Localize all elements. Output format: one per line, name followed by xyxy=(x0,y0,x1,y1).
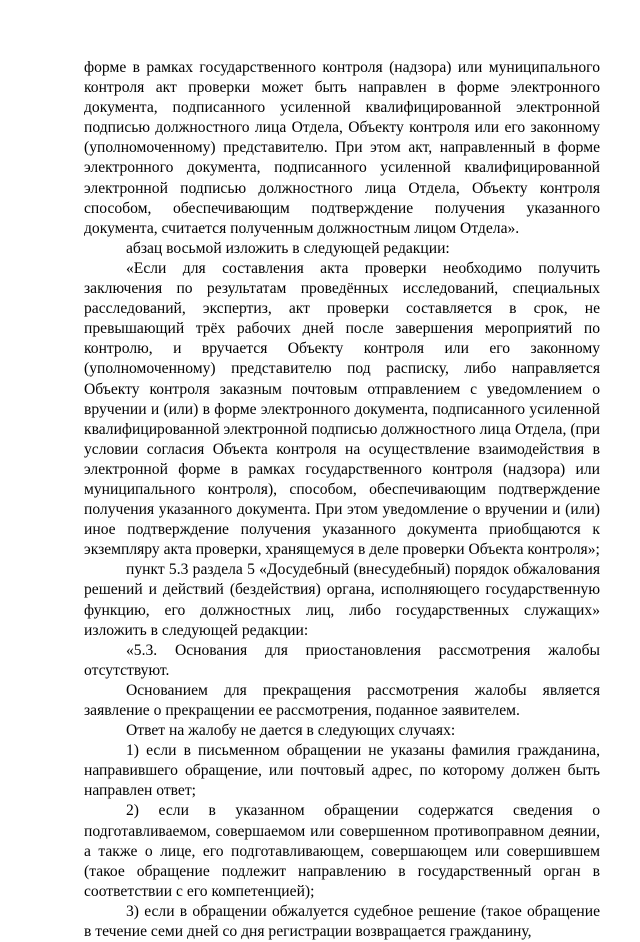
paragraph-clause-5-3: «5.3. Основания для приостановления рассмотрения жалобы отсутствуют. xyxy=(84,641,600,679)
paragraph-amendment-intro: абзац восьмой изложить в следующей редакции: xyxy=(126,239,450,257)
paragraph-clause-5-3-intro: пункт 5.3 раздела 5 «Досудебный (внесудебный) порядок обжалования решений и действий (бездействия) органа, исполняющего государственную функцию, его должностных лиц, либо государственных служащих» изложить в следующей редакции: xyxy=(84,561,600,639)
paragraph-continuation: форме в рамках государственного контроля (надзора) или муниципального контроля акт проверки может быть направлен в форме электронного документа, подписанного усиленной квалифицированной электронной подписью должностного лица Отдела, Объекту контроля или его законному (уполномоченному) представителю. При этом акт, направленный в форме электронного документа, подписанного усиленной квалифицированной электронной подписью должностного лица Отдела, Объекту контроля способом, обеспечивающим подтверждение получения указанного документа, считается полученным должностным лицом Отдела». xyxy=(84,59,600,237)
list-item-case-1: 1) если в письменном обращении не указаны фамилия гражданина, направившего обращение, или почтовый адрес, по которому должен быть направлен ответ; xyxy=(84,742,600,800)
list-item-case-2: 2) если в указанном обращении содержатся сведения о подготавливаемом, совершаемом или совершенном противоправном деянии, а также о лице, его подготавливающем, совершающем или совершившем (такое обращение подлежит направлению в государственный орган в соответствии с его компетенцией); xyxy=(84,802,600,900)
list-item-case-3: 3) если в обращении обжалуется судебное решение (такое обращение в течение семи дней со дня регистрации возвращается гражданину, xyxy=(84,902,600,941)
paragraph-no-answer-cases: Ответ на жалобу не дается в следующих случаях: xyxy=(126,722,456,740)
document-page xyxy=(84,58,600,942)
paragraph-termination-grounds: Основанием для прекращения рассмотрения жалобы является заявление о прекращении ее рассмотрения, поданное заявителем. xyxy=(84,681,600,719)
paragraph-act-of-inspection: «Если для составления акта проверки необходимо получить заключения по результатам проведённых исследований, специальных расследований, экспертиз, акт проверки составляется в срок, не превышающий трёх рабочих дней после завершения мероприятий по контролю, и вручается Объекту контроля или его законному (уполномоченному) представителю под расписку, либо направляется Объекту контроля заказным почтовым отправлением с уведомлением о вручении и (или) в форме электронного документа, подписанного усиленной квалифицированной электронной подписью должностного лица Отдела, (при условии согласия Объекта контроля на осуществление взаимодействия в электронной форме в рамках государственного контроля (надзора) или муниципального контроля), способом, обеспечивающим подтверждение получения указанного документа. При этом уведомление о вручении и (или) иное подтверждение получения указанного документа приобщаются к экземпляру акта проверки, хранящемуся в деле проверки Объекта контроля»; xyxy=(84,259,600,559)
